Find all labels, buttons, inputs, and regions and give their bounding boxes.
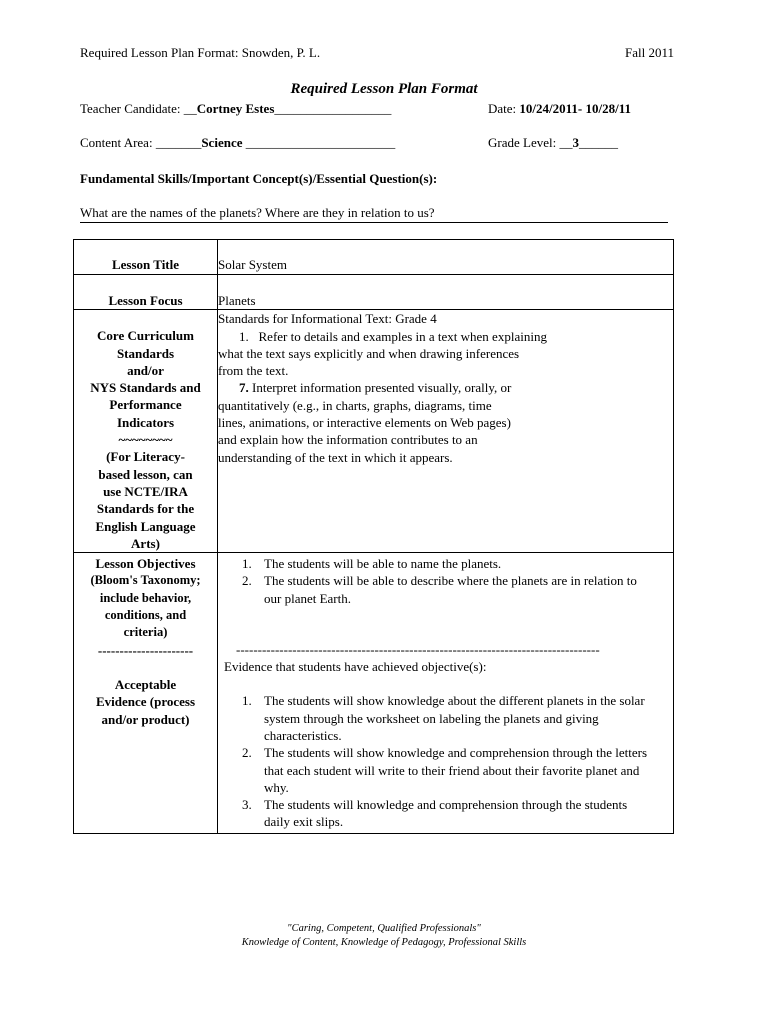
essential-question: What are the names of the planets? Where are they in relation to us? (80, 205, 668, 223)
lesson-focus-value: Planets (218, 275, 674, 310)
list-item (218, 555, 673, 572)
standard-text: what the text says explicitly and when drawing inferences (218, 345, 520, 361)
teacher-candidate-label: Teacher Candidate: __ (80, 101, 197, 116)
teacher-candidate-name: Cortney Estes (196, 101, 275, 116)
standard-text: Refer to details and examples in a text when explaining (258, 328, 547, 344)
label-line: criteria) (123, 625, 168, 640)
label-line: Arts) (131, 535, 160, 551)
label-line: (For Literacy- (106, 449, 185, 465)
label-line: Standards (116, 345, 175, 361)
standard-item-1 (218, 328, 673, 345)
list-item (218, 744, 673, 796)
standard-text: and explain how the information contributes to an (218, 432, 478, 448)
table-row (74, 240, 674, 275)
teacher-candidate-trail: __________________ (274, 101, 392, 116)
section-divider: ------------------------------------------------------------------------------------ (236, 642, 600, 658)
item-text: The students will be able to describe where the planets are in relation to our planet Earth. (264, 573, 637, 606)
item-number: 3. (242, 797, 252, 813)
label-line: ~~~~~~~~ (118, 432, 173, 448)
objectives-list (218, 555, 673, 607)
content-area-line (80, 135, 395, 151)
label-line: and/or product) (101, 711, 190, 727)
content-area-value: Science (201, 135, 243, 150)
table-row (74, 310, 674, 553)
table-row (74, 275, 674, 310)
running-header-right: Fall 2011 (625, 45, 674, 60)
standards-cell (218, 310, 674, 553)
label-line: NYS Standards and (90, 380, 201, 396)
label-line: Standards for the (96, 501, 195, 517)
label-line: include behavior, (99, 590, 192, 605)
date-label: Date: (488, 101, 520, 116)
list-item (218, 572, 673, 607)
lesson-title-label: Lesson Title (74, 240, 218, 275)
grade-level-trail: ______ (578, 135, 618, 150)
grade-level-label: Grade Level: __ (488, 135, 573, 150)
evidence-heading: Evidence that students have achieved objective(s): (224, 659, 487, 675)
item-text: The students will show knowledge and comprehension through the letters that each student will write to their friend about their favorite planet and why. (264, 745, 648, 795)
list-item (218, 692, 673, 744)
standard-text: understanding of the text in which it appears. (218, 449, 453, 465)
item-text: The students will be able to name the planets. (264, 556, 502, 572)
objectives-cell (218, 553, 674, 834)
item-text: The students will show knowledge about the different planets in the solar system through the worksheet on labeling the planets and giving characteristics. (264, 693, 645, 743)
standard-number: 7. (239, 380, 249, 396)
label-line: use NCTE/IRA (103, 483, 188, 499)
standard-text: quantitatively (e.g., in charts, graphs, diagrams, time (218, 397, 492, 413)
standard-text: Interpret information presented visually, orally, or (252, 380, 512, 396)
label-line: (Bloom's Taxonomy; (90, 573, 201, 588)
label-line: ---------------------- (97, 642, 194, 658)
content-area-trail: _______________________ (242, 135, 396, 150)
label-line: conditions, and (104, 608, 187, 623)
fundamental-skills-heading: Fundamental Skills/Important Concept(s)/Essential Question(s): (80, 171, 438, 186)
running-header-left: Required Lesson Plan Format: Snowden, P. L. (80, 45, 321, 60)
date-line (488, 101, 631, 117)
item-number: 1. (242, 693, 252, 709)
table-row (74, 553, 674, 834)
content-area-label: Content Area: _______ (80, 135, 202, 150)
list-item (218, 796, 673, 831)
teacher-candidate-line (80, 101, 391, 117)
label-line: based lesson, can (98, 466, 193, 482)
standard-text: from the text. (218, 363, 289, 379)
standard-text: lines, animations, or interactive elements on Web pages) (218, 415, 511, 431)
document-title: Required Lesson Plan Format (290, 81, 478, 97)
lesson-focus-label: Lesson Focus (74, 275, 218, 310)
label-line: Core Curriculum (97, 328, 194, 344)
evidence-list (218, 692, 673, 830)
lesson-plan-table (73, 239, 674, 834)
item-number: 2. (242, 573, 252, 589)
page-footer (0, 922, 768, 950)
objectives-label (74, 553, 218, 834)
label-line: Lesson Objectives (95, 556, 196, 572)
core-curriculum-label (74, 310, 218, 553)
item-number: 1. (242, 556, 252, 572)
standards-heading: Standards for Informational Text: Grade 4 (218, 311, 437, 327)
grade-level-line (488, 135, 618, 151)
label-line: Evidence (process (95, 694, 196, 710)
lesson-title-value: Solar System (218, 240, 674, 275)
label-line: Acceptable (114, 676, 177, 692)
footer-tagline: Knowledge of Content, Knowledge of Pedagogy, Professional Skills (241, 937, 527, 948)
item-number: 2. (242, 745, 252, 761)
label-line: English Language (95, 518, 196, 534)
label-line: Performance (109, 397, 182, 413)
item-text: The students will knowledge and comprehension through the students daily exit slips. (264, 797, 628, 830)
footer-motto: "Caring, Competent, Qualified Professionals" (287, 923, 481, 934)
standard-item-7 (218, 379, 673, 396)
label-line: Indicators (116, 414, 175, 430)
grade-level-value: 3 (572, 135, 579, 150)
date-value: 10/24/2011- 10/28/11 (519, 101, 631, 116)
standard-number: 1. (239, 328, 249, 344)
label-line: and/or (127, 362, 164, 378)
